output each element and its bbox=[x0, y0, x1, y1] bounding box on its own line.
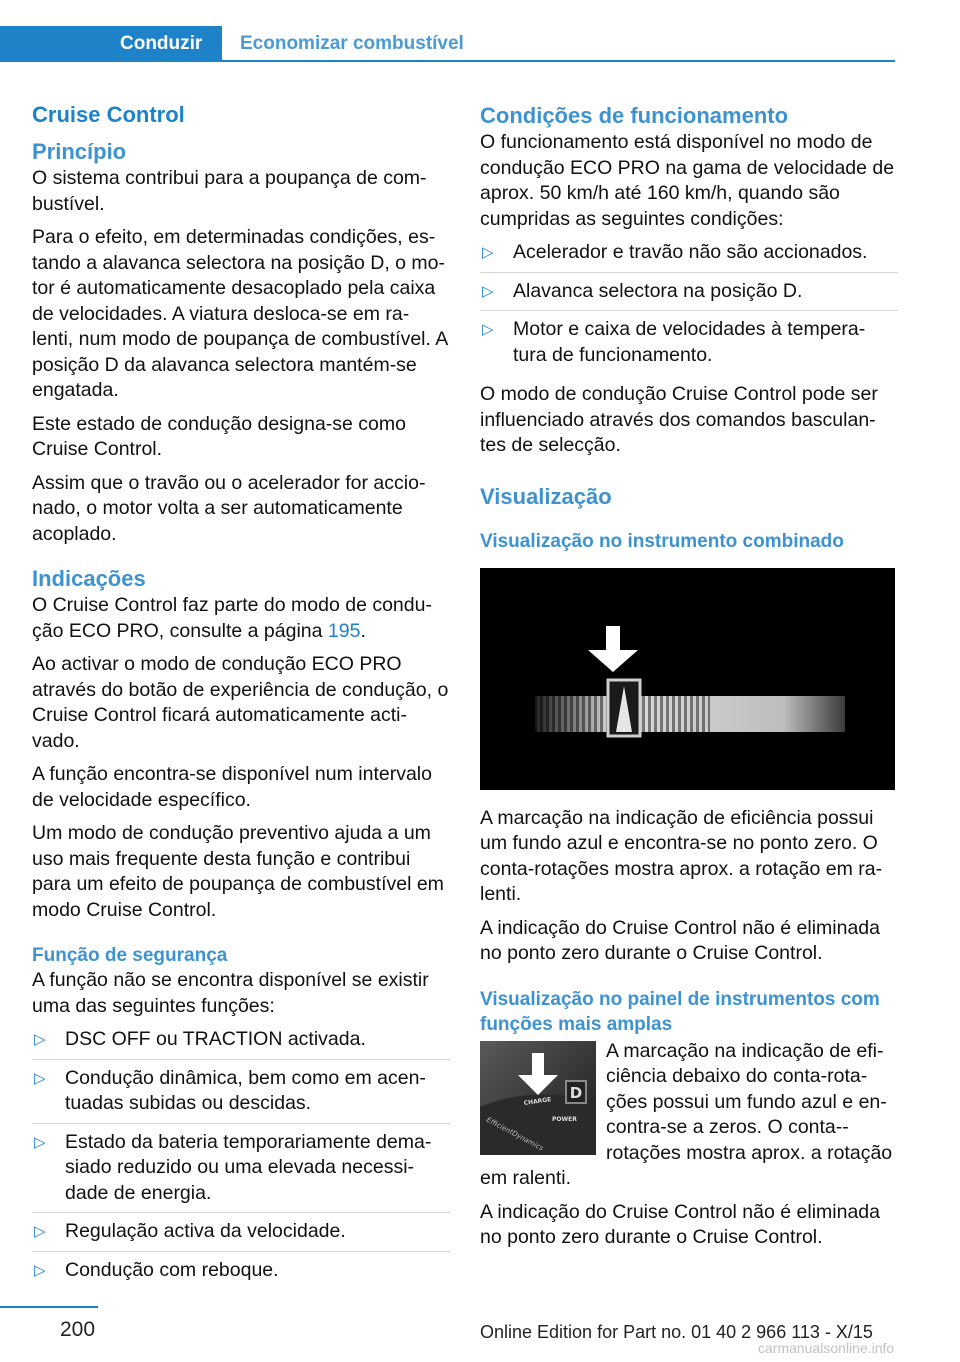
paragraph-text: . bbox=[360, 619, 366, 642]
paragraph bbox=[32, 593, 450, 644]
left-column bbox=[32, 100, 450, 1297]
triangle-bullet-icon: ▷ bbox=[34, 1031, 46, 1048]
charge-label: CHARGE bbox=[523, 1095, 552, 1107]
list-item: ▷ Condução com reboque. bbox=[32, 1258, 450, 1290]
paragraph: A indicação do Cruise Control não é eliminada no ponto zero durante o Cruise Control. bbox=[480, 1200, 880, 1248]
heading-visualizacao-instrumento-combinado: Visualização no instrumento combinado bbox=[480, 530, 844, 552]
paragraph: A indicação do Cruise Control não é eliminada no ponto zero durante o Cruise Control. bbox=[480, 916, 880, 964]
paragraph: A marcação na indicação de eficiência possui um fundo azul e encontra-se no ponto zero. O conta-rotações mostra aprox. a rotação em ra-lenti. bbox=[480, 806, 883, 905]
paragraph: Um modo de condução preventivo ajuda a um uso mais frequente desta função e contribui para um efeito de poupança de combustível em modo Cruise Control. bbox=[32, 822, 444, 921]
heading-indicacoes: Indicações bbox=[32, 566, 146, 591]
heading-funcao-de-seguranca: Função de segurança bbox=[32, 945, 228, 966]
list-item: ▷ DSC OFF ou TRACTION activada. bbox=[32, 1027, 450, 1060]
list-item: ▷ Alavanca selectora na posição D. bbox=[480, 279, 898, 312]
heading-visualizacao-painel-instrumentos: Visualização no painel de instrumentos com funções mais amplas bbox=[480, 988, 880, 1035]
section-title-cruise-control: Cruise Control bbox=[32, 102, 185, 127]
paragraph: A função encontra-se disponível num intervalo de velocidade específico. bbox=[32, 763, 432, 811]
list-item: ▷ Estado da bateria temporariamente dema-siado reduzido ou uma elevada necessi-dade de energia. bbox=[32, 1130, 450, 1214]
heading-visualizacao: Visualização bbox=[480, 483, 612, 509]
list-item: ▷ Motor e caixa de velocidades à tempera-tura de funcionamento. bbox=[482, 318, 866, 366]
watermark: carmanualsonline.info bbox=[758, 1340, 895, 1356]
tab-conduzir[interactable]: Conduzir bbox=[0, 26, 222, 62]
power-label: POWER bbox=[552, 1115, 577, 1123]
paragraph: Este estado de condução designa-se como Cruise Control. bbox=[32, 412, 406, 460]
triangle-bullet-icon: ▷ bbox=[34, 1223, 46, 1240]
paragraph-text: O Cruise Control faz parte do modo de condu-ção ECO PRO, consulte a página bbox=[32, 594, 432, 642]
page-number: 200 bbox=[60, 1318, 96, 1341]
list-item: ▷ Condução dinâmica, bem como em acen-tuadas subidas ou descidas. bbox=[32, 1066, 450, 1124]
page-header bbox=[0, 0, 960, 64]
triangle-bullet-icon: ▷ bbox=[482, 321, 494, 338]
paragraph: A função não se encontra disponível se existir uma das seguintes funções: bbox=[32, 969, 429, 1017]
page-link-195[interactable]: 195 bbox=[327, 619, 361, 642]
efficiency-bar-illustration bbox=[480, 568, 895, 790]
conditions-list bbox=[480, 240, 898, 374]
footer-divider bbox=[0, 1306, 98, 1308]
safety-list bbox=[32, 1027, 450, 1289]
triangle-bullet-icon: ▷ bbox=[34, 1261, 46, 1279]
heading-principio: Princípio bbox=[32, 139, 127, 164]
triangle-bullet-icon: ▷ bbox=[34, 1133, 46, 1151]
efficiency-display-figure bbox=[480, 568, 895, 790]
heading-condicoes-de-funcionamento: Condições de funcionamento bbox=[480, 103, 789, 128]
paragraph: O modo de condução Cruise Control pode ser influenciado através dos comandos basculan-tes de selecção. bbox=[480, 383, 878, 456]
gear-indicator: D bbox=[569, 1083, 583, 1102]
right-column bbox=[480, 100, 898, 1259]
header-divider bbox=[0, 60, 895, 62]
tab-economizar-combustivel[interactable]: Economizar combustível bbox=[240, 33, 464, 54]
panel-description bbox=[480, 1039, 898, 1200]
triangle-bullet-icon: ▷ bbox=[482, 244, 494, 261]
triangle-bullet-icon: ▷ bbox=[482, 282, 494, 300]
paragraph: Para o efeito, em determinadas condições, es-tando a alavanca selectora na posição D, o mo-tor é automaticamente desacoplado pela caixa de velocidades. A viatura desloca-se em ra-lenti, num modo de poupança de combustível. A posição D da alavanca selectora mantém-se engatada. bbox=[32, 226, 448, 401]
list-item: ▷ Acelerador e travão não são accionados. bbox=[480, 240, 898, 273]
paragraph: O funcionamento está disponível no modo de condução ECO PRO na gama de velocidade de aprox. 50 km/h até 160 km/h, quando são cumpridas as seguintes condições: bbox=[480, 131, 895, 230]
instrument-panel-figure bbox=[480, 1041, 596, 1155]
list-item: ▷ Regulação activa da velocidade. bbox=[32, 1219, 450, 1252]
instrument-panel-illustration bbox=[480, 1041, 596, 1155]
efficient-dynamics-label: EfficientDynamics bbox=[485, 1115, 545, 1152]
footer-edition: Online Edition for Part no. 01 40 2 966 113 - X/15 bbox=[480, 1322, 873, 1342]
triangle-bullet-icon: ▷ bbox=[34, 1069, 46, 1087]
paragraph: A marcação na indicação de efi-ciência debaixo do conta-rota-ções possui um fundo azul e en-contra-se a zeros. O conta--rotações mostra aprox. a rotação em ralenti. bbox=[480, 1039, 893, 1189]
paragraph: Ao activar o modo de condução ECO PRO através do botão de experiência de condução, o Cruise Control ficará automaticamente acti-vado. bbox=[32, 653, 449, 752]
paragraph: O sistema contribui para a poupança de com-bustível. bbox=[32, 167, 427, 215]
paragraph: Assim que o travão ou o acelerador for accio-nado, o motor volta a ser automaticamente acoplado. bbox=[32, 471, 426, 545]
